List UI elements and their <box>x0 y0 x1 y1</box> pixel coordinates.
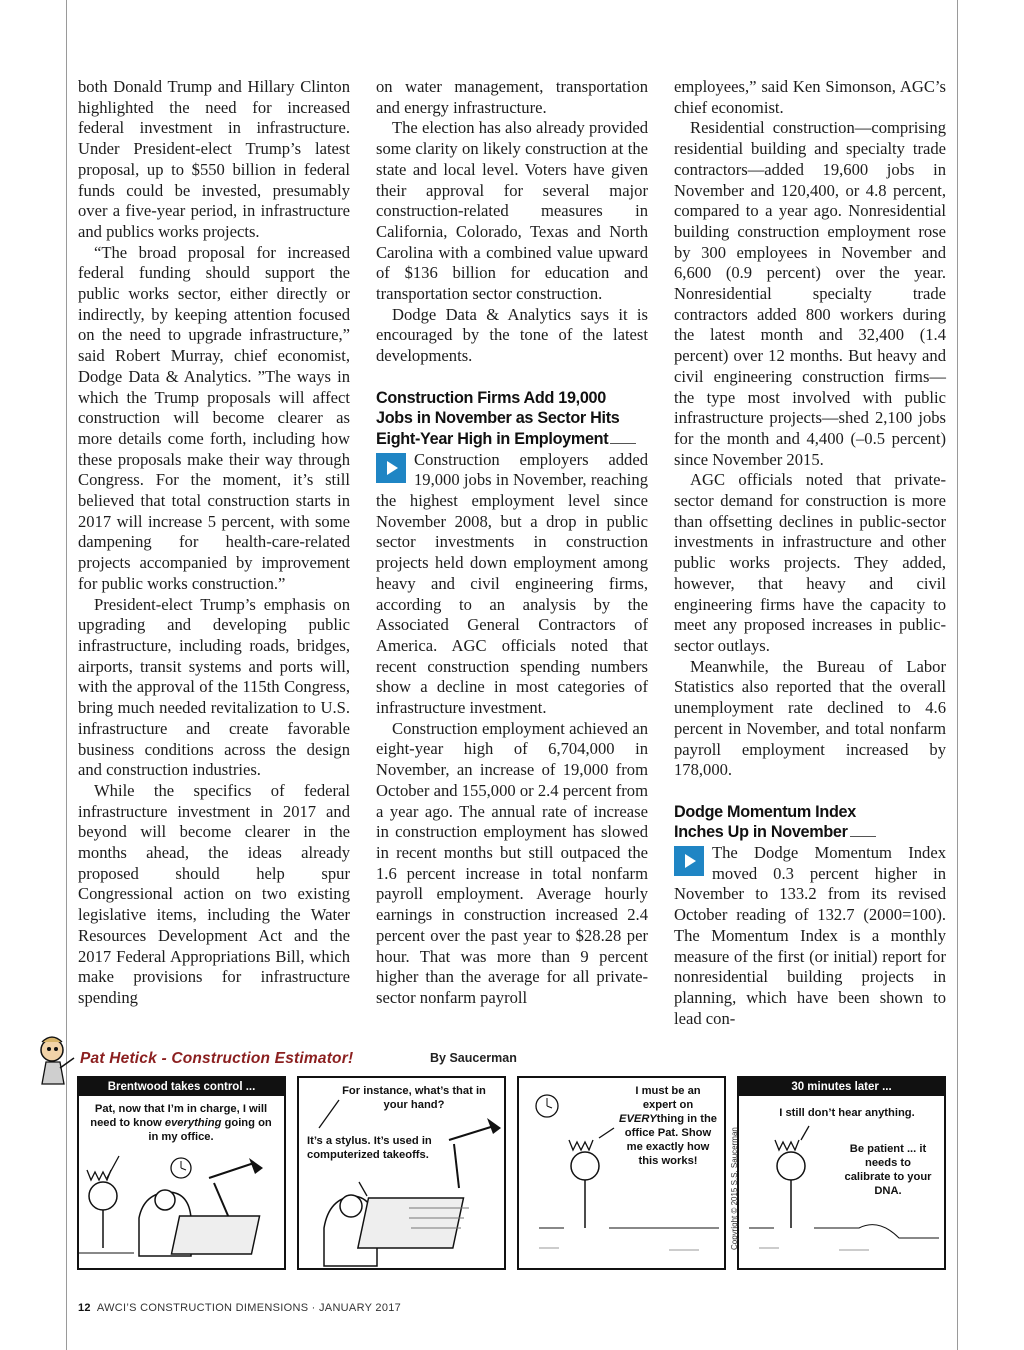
pat-mascot-icon <box>32 1032 78 1090</box>
panel-banner: 30 minutes later ... <box>739 1078 944 1096</box>
speech-bubble: It’s a stylus. It’s used in computerized takeoffs. <box>307 1135 432 1161</box>
paragraph: While the specifics of federal infrastructure investment in 2017 and beyond will become clearer in the months ahead, the ideas already proposed should help spur Congressional action on two existing legislative items, including the Water Resources Development Act and the 2017 Federal Appropriations Bill, which make provisions for infrastructure spending <box>78 780 350 1007</box>
panel-2-drawing <box>299 1078 504 1268</box>
speech-bubble: I still don’t hear anything. <box>779 1107 915 1119</box>
paragraph: The election has also already provided some clarity on likely construction at the state and local level. Voters have given their approval for several major construction-related measures in California, Colorado, Texas and North Carolina with a combined value upward of $136 billion for education and transportation sector construction. <box>376 118 648 304</box>
article-column-2 <box>376 77 648 1009</box>
section-heading-momentum <box>674 802 946 843</box>
panel-banner: Brentwood takes control ... <box>79 1078 284 1096</box>
comic-title: Pat Hetick - Construction Estimator! <box>80 1050 354 1067</box>
paragraph: both Donald Trump and Hillary Clinton highlighted the need for increased federal investment in infrastructure. Under President-elect Trump’s latest proposal, up to $550 billion in federal funds could be invested, presumably over a five-year period, in infrastructure and publics works projects. <box>78 77 350 241</box>
comic-byline: By Saucerman <box>430 1051 517 1065</box>
heading-line: Inches Up in November <box>674 823 848 842</box>
paragraph: Construction employment achieved an eight-year high of 6,704,000 in November, an increase of 19,000 from October and 155,000 or 2.4 percent from a year ago. The annual rate of increase in construction employment has slowed in recent months but still outpaced the 1.6 percent increase in total nonfarm payroll employment. Average hourly earnings in construction increased 2.4 percent over the past year to $28.28 per hour. That was more than 9 percent higher than the average for all private-sector nonfarm payroll <box>376 718 648 1007</box>
comic-copyright: Copyright © 2015 S.S. Saucerman <box>730 1127 739 1250</box>
heading-line: Jobs in November as Sector Hits <box>376 409 620 428</box>
paragraph: employees,” said Ken Simonson, AGC’s chief economist. <box>674 77 946 117</box>
paragraph-text: The Dodge Momentum Index moved 0.3 percent higher in November to 133.2 from its revised October reading of 132.7 (2000=100). The Momentum Index is a monthly measure of the first (or initial) report for nonresidential building projects in planning, which have been shown to lead con- <box>674 843 946 1028</box>
speech-bubble: Pat, now that I’m in charge, I will need to know everything going on in my office. <box>90 1103 272 1143</box>
panel-1-drawing <box>79 1148 284 1268</box>
heading-line: Dodge Momentum Index <box>674 802 856 821</box>
play-icon <box>674 846 704 876</box>
comic-panel-2 <box>297 1076 506 1270</box>
comic-panel-1 <box>77 1076 286 1270</box>
paragraph: on water management, transportation and energy infrastructure. <box>376 77 648 117</box>
speech-bubble: Be patient ... it needs to calibrate to your DNA. <box>844 1143 932 1197</box>
comic-strip <box>30 1030 960 1280</box>
page-number: 12 <box>78 1302 91 1314</box>
heading-line: Construction Firms Add 19,000 <box>376 388 606 407</box>
speech-bubble: For instance, what’s that in your hand? <box>342 1085 486 1111</box>
paragraph: AGC officials noted that private-sector demand for construction is more than offsetting declines in public-sector investments in infrastructure and other public works projects. They added, however, that heavy and civil engineering firms have the capacity to meet any proposed increases in public-sector outlays. <box>674 470 946 655</box>
paragraph: “The broad proposal for increased federal funding should support the public works sector, either directly or indirectly, by keeping attention focused on the need to upgrade infrastructure,” said Robert Murray, chief economist, Dodge Data & Analytics. ”The ways in which the Trump proposals will affect construction will become clearer as more details come forth, including how these proposals make their way through Congress. For the moment, it’s still believed that total construction starts in 2017 will increase 5 percent, with some dampening for health-care-related projects accompanied by improvement for public works construction.” <box>78 242 350 593</box>
article-column-1 <box>78 77 350 1009</box>
play-icon <box>376 453 406 483</box>
publication-line: AWCI’S CONSTRUCTION DIMENSIONS · JANUARY 2017 <box>96 1302 402 1314</box>
heading-rule <box>610 443 636 444</box>
comic-panel-3 <box>517 1076 726 1270</box>
paragraph: Residential construction—comprising residential building and specialty trade contractors—added 19,600 jobs in November and 120,400, or 4.8 percent, compared to a year ago. Nonresidential building construction employment rose by 300 employees in November and 6,600 (0.9 percent) over the year. Nonresidential specialty trade contractors added 800 workers during the latest month and 32,400 (1.4 percent) over 12 months. But heavy and civil engineering construction firms—the type most involved with public infrastructure projects—shed 2,100 jobs for the month and 4,400 (–0.5 percent) since November 2015. <box>674 118 946 469</box>
heading-line: Eight-Year High in Employment <box>376 429 609 448</box>
speech-bubble: I must be an expert on EVERYthing in the office Pat. Show me exactly how this works! <box>619 1085 718 1167</box>
paragraph <box>376 450 648 719</box>
article-column-3 <box>674 77 946 1029</box>
heading-rule <box>850 836 876 837</box>
paragraph-text: Construction employers added 19,000 jobs in November, reaching the highest employment level since November 2008, but a drop in public sector investments in construction projects held down employment among heavy and civil engineering firms, according to an analysis by the Associated General Contractors of America. AGC officials noted that recent construction spending numbers show a decline in most categories of infrastructure investment. <box>376 449 648 718</box>
page-footer <box>78 1302 401 1314</box>
panel-3-drawing <box>519 1078 724 1268</box>
comic-panel-4 <box>737 1076 946 1270</box>
paragraph: President-elect Trump’s emphasis on upgrading and developing public infrastructure, including roads, bridges, airports, transit systems and ports will, with the approval of the 115th Congress, bring much needed revitalization to U.S. infrastructure and create favorable business conditions across the design and construction industries. <box>78 594 350 780</box>
paragraph: Meanwhile, the Bureau of Labor Statistics also reported that the overall unemployment rate declined to 4.6 percent in November, and total nonfarm payroll employment increased by 178,000. <box>674 656 946 780</box>
paragraph: Dodge Data & Analytics says it is encouraged by the tone of the latest developments. <box>376 304 648 366</box>
paragraph <box>674 843 946 1029</box>
section-heading-employment <box>376 388 648 450</box>
panel-4-drawing <box>739 1078 944 1268</box>
